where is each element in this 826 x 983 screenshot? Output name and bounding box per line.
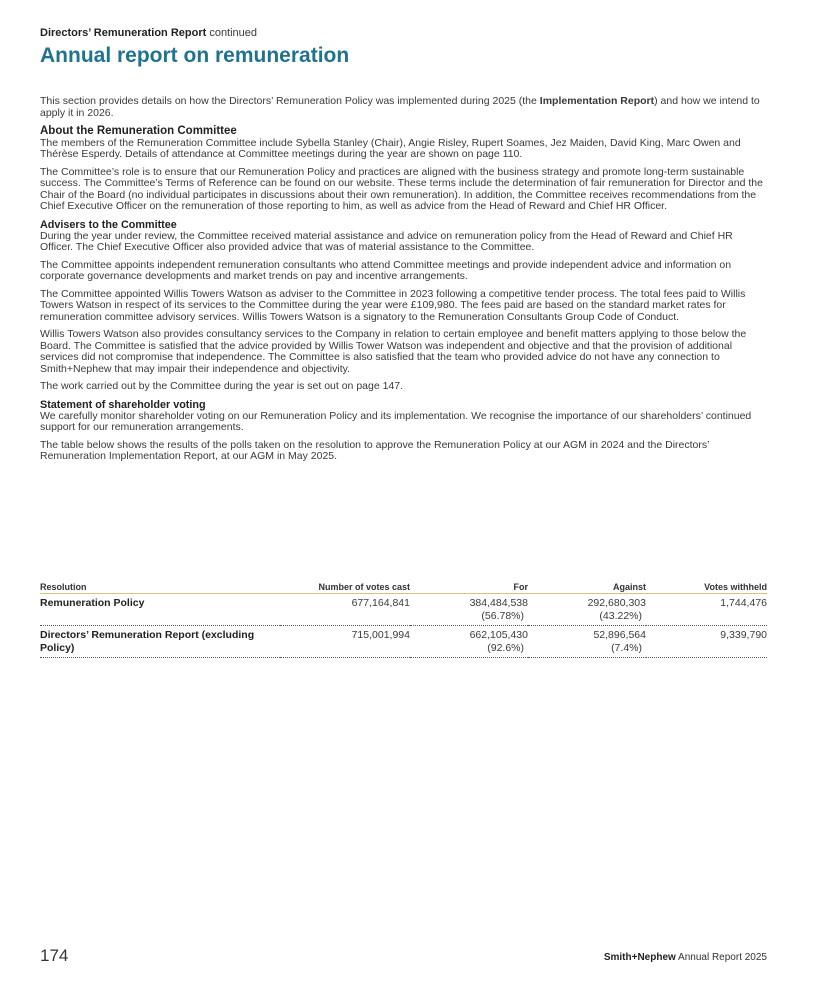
committee-heading: About the Remuneration Committee (40, 125, 237, 137)
voting-results-table (40, 582, 767, 658)
intro-text-post: ) and how we intend to apply it in 2026. (40, 95, 760, 119)
against-cell (528, 626, 646, 658)
table-row (40, 626, 767, 658)
withheld-cell: 1,744,476 (646, 594, 767, 626)
section-kicker (40, 27, 257, 39)
header-resolution: Resolution (40, 582, 280, 594)
for-percent: (92.6%) (487, 642, 524, 654)
advisers-paragraph-1: During the year under review, the Committee received material assistance and advice on remuneration policy from the Head of Reward and Chief HR Officer. The Chief Executive Officer also provided advice that was of material assistance to the Committee. (40, 229, 733, 253)
footer-brand: Smith+Nephew (603, 952, 676, 963)
advisers-paragraph-2: The Committee appoints independent remuneration consultants who attend Committee meetings and provide independent advice and information on corporate governance developments and market trends on pay and incentive arrangements. (40, 258, 732, 282)
against-percent: (43.22%) (599, 610, 642, 622)
table-row (40, 594, 767, 626)
header-withheld: Votes withheld (646, 582, 767, 594)
against-percent: (7.4%) (611, 642, 642, 654)
against-cell (528, 594, 646, 626)
against-value: 292,680,303 (587, 597, 646, 609)
voting-paragraph-1: We carefully monitor shareholder voting on our Remuneration Policy and its implementation. We recognise the importance of our shareholders’ continued support for our remuneration arrangements. (40, 409, 752, 433)
intro-paragraph (40, 96, 767, 119)
advisers-paragraph-5: The work carried out by the Committee during the year is set out on page 147. (40, 380, 404, 392)
kicker-bold: Directors’ Remuneration Report (40, 27, 207, 39)
kicker-rest: continued (206, 27, 258, 39)
advisers-heading: Advisers to the Committee (40, 218, 177, 231)
votes-cast-cell: 677,164,841 (280, 594, 410, 626)
for-cell (410, 594, 528, 626)
resolution-cell: Remuneration Policy (40, 594, 280, 626)
table-header-row (40, 582, 767, 594)
body-text (40, 96, 767, 469)
page-title: Annual report on remuneration (40, 44, 350, 67)
advisers-paragraph-3: The Committee appointed Willis Towers Watson as adviser to the Committee in 2023 following a competitive tender process. The total fees paid to Willis Towers Watson in respect of its services to the Committee during the year were £109,980. The fees paid are based on the standard market rates for remuneration committee advisory services. Willis Towers Watson is a signatory to the Remuneration Consultants Group Code of Conduct. (40, 287, 746, 323)
header-votes-cast: Number of votes cast (280, 582, 410, 594)
committee-paragraph-1: The members of the Remuneration Committee include Sybella Stanley (Chair), Angie Risley, Rupert Soames, Jez Maiden, David King, Marc Owen and Thérèse Esperdy. Details of attendance at Committee meetings during the year are shown on page 110. (40, 136, 741, 160)
resolution-cell: Directors’ Remuneration Report (excluding Policy) (40, 626, 280, 658)
votes-cast-cell: 715,001,994 (280, 626, 410, 658)
footer-report: Annual Report 2025 (675, 952, 767, 963)
withheld-cell: 9,339,790 (646, 626, 767, 658)
for-cell (410, 626, 528, 658)
for-value: 384,484,538 (469, 597, 528, 609)
header-for: For (410, 582, 528, 594)
header-against: Against (528, 582, 646, 594)
intro-text-pre: This section provides details on how the Directors’ Remuneration Policy was implemented during 2025 (the (40, 95, 540, 107)
for-percent: (56.78%) (481, 610, 524, 622)
footer-brand-line (604, 952, 767, 963)
page-number: 174 (40, 946, 69, 965)
for-value: 662,105,430 (469, 629, 528, 641)
voting-paragraph-2: The table below shows the results of the polls taken on the resolution to approve the Remuneration Policy at our AGM in 2024 and the Directors’ Remuneration Implementation Report, at our AGM in May 2025. (40, 438, 710, 462)
committee-paragraph-2: The Committee’s role is to ensure that our Remuneration Policy and practices are aligned with the business strategy and promote long-term sustainable success. The Committee’s Terms of Reference can be found on our website. These terms include the determination of fair remuneration for Director and the Chair of the Board (no individual participates in discussions about their own remuneration). In addition, the Committee receives recommendations from the Chief Executive Officer on the remuneration of those reporting to him, as well as advice from the Head of Reward and Chief HR Officer. (40, 165, 763, 212)
against-value: 52,896,564 (593, 629, 646, 641)
intro-text-bold: Implementation Report (539, 95, 655, 107)
voting-heading: Statement of shareholder voting (40, 398, 206, 411)
advisers-paragraph-4: Willis Towers Watson also provides consultancy services to the Company in relation to certain employee and benefit matters applying to those below the Board. The Committee is satisfied that the advice provided by Willis Tower Watson was independent and objective and that the provision of additional services did not compromise that independence. The Committee is also satisfied that the team who provided advice do not have any connection to Smith+Nephew that may impair their independence and objectivity. (40, 328, 747, 375)
